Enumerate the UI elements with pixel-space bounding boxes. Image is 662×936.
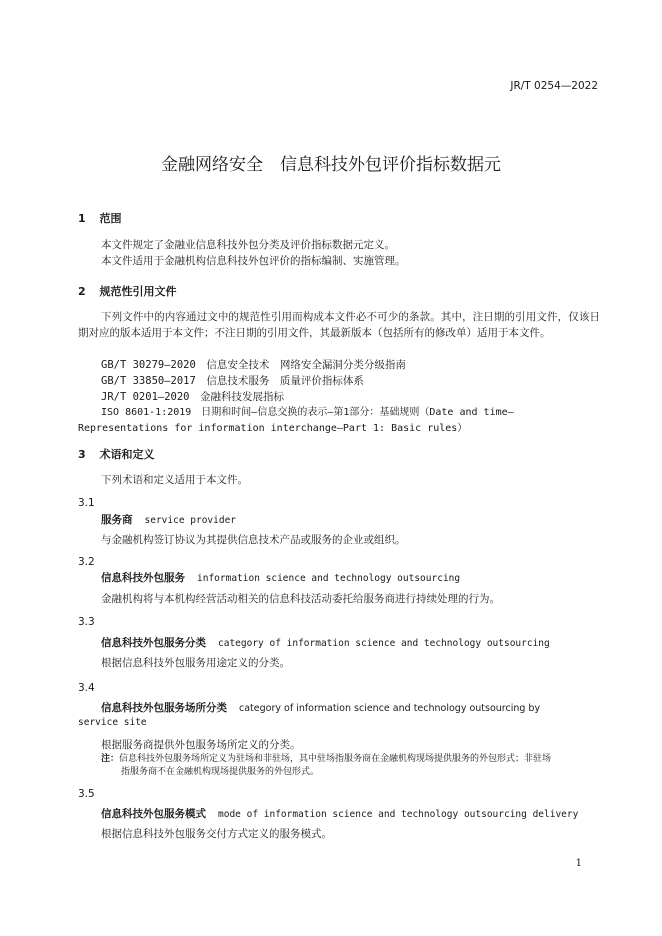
- term-zh: 信息科技外包服务: [101, 572, 185, 584]
- reference-item: GB/T 30279—2020 信息安全技术 网络安全漏洞分类分级指南: [101, 359, 406, 371]
- term-zh: 服务商: [101, 514, 133, 526]
- section-number: 3: [78, 448, 86, 461]
- section-1-para-1: 本文件规定了金融业信息科技外包分类及评价指标数据元定义。: [101, 239, 395, 251]
- term-number: 3.1: [78, 497, 95, 509]
- reference-item: ISO 8601-1:2019 日期和时间—信息交换的表示—第1部分：基础规则（Date and time—: [101, 407, 514, 418]
- term-zh: 信息科技外包服务模式: [101, 808, 206, 820]
- term-en: service provider: [144, 515, 237, 526]
- page-number: 1: [575, 858, 582, 869]
- term-en: category of information science and technology outsourcing: [218, 638, 550, 649]
- term-note: [101, 753, 551, 766]
- term-number: 3.5: [78, 788, 95, 800]
- standard-code: JR/T 0254—2022: [510, 80, 598, 92]
- term-zh: 信息科技外包服务场所分类: [101, 702, 227, 714]
- section-title: 规范性引用文件: [99, 285, 177, 298]
- term-heading: [101, 512, 236, 527]
- section-3-heading: [78, 446, 155, 462]
- term-number: 3.4: [78, 682, 95, 694]
- term-en-continued: service site: [78, 717, 147, 728]
- reference-item: GB/T 33850—2017 信息技术服务 质量评价指标体系: [101, 375, 364, 387]
- term-heading-continued: [78, 716, 147, 728]
- section-title: 术语和定义: [99, 448, 155, 461]
- term-heading: [101, 635, 550, 650]
- section-title: 范围: [99, 212, 122, 225]
- term-en: information science and technology outsourcing: [197, 573, 461, 584]
- term-definition: 与金融机构签订协议为其提供信息技术产品或服务的企业或组织。: [101, 534, 406, 546]
- term-note-continued: 指服务商不在金融机构现场提供服务的外包形式。: [121, 767, 320, 777]
- term-heading: [101, 700, 540, 715]
- term-definition: 根据信息科技外包服务用途定义的分类。: [101, 657, 290, 669]
- term-number: 3.3: [78, 616, 95, 628]
- section-number: 2: [78, 285, 86, 298]
- section-3-intro: 下列术语和定义适用于本文件。: [101, 474, 248, 486]
- term-definition: 根据信息科技外包服务交付方式定义的服务模式。: [101, 828, 332, 840]
- document-title: 金融网络安全 信息科技外包评价指标数据元: [161, 155, 501, 175]
- section-number: 1: [78, 212, 86, 225]
- term-en: mode of information science and technology outsourcing delivery: [218, 809, 579, 820]
- term-number: 3.2: [78, 556, 95, 568]
- term-definition: 金融机构将与本机构经营活动相关的信息科技活动委托给服务商进行持续处理的行为。: [101, 593, 500, 605]
- term-en: category of information science and technology outsourcing by: [239, 703, 541, 714]
- section-1-heading: [78, 210, 122, 226]
- term-heading: [101, 806, 578, 821]
- reference-item: JR/T 0201—2020 金融科技发展指标: [101, 391, 285, 403]
- term-definition: 根据服务商提供外包服务场所定义的分类。: [101, 739, 301, 751]
- section-2-heading: [78, 283, 177, 299]
- note-label: 注：: [101, 754, 120, 764]
- note-text: 信息科技外包服务场所定义为驻场和非驻场，其中驻场指服务商在金融机构现场提供服务的外包形式；非驻场: [119, 754, 552, 764]
- section-2-intro: 下列文件中的内容通过文中的规范性引用而构成本文件必不可少的条款。其中，注日期的引用文件，仅该日期对应的版本适用于本文件；不注日期的引用文件，其最新版本（包括所有的修改单）适用于本文件。: [78, 311, 600, 339]
- term-heading: [101, 570, 460, 585]
- section-1-para-2: 本文件适用于金融机构信息科技外包评价的指标编制、实施管理。: [101, 255, 406, 267]
- term-zh: 信息科技外包服务分类: [101, 637, 206, 649]
- reference-item-continued: Representations for information interchange—Part 1: Basic rules）: [78, 423, 468, 434]
